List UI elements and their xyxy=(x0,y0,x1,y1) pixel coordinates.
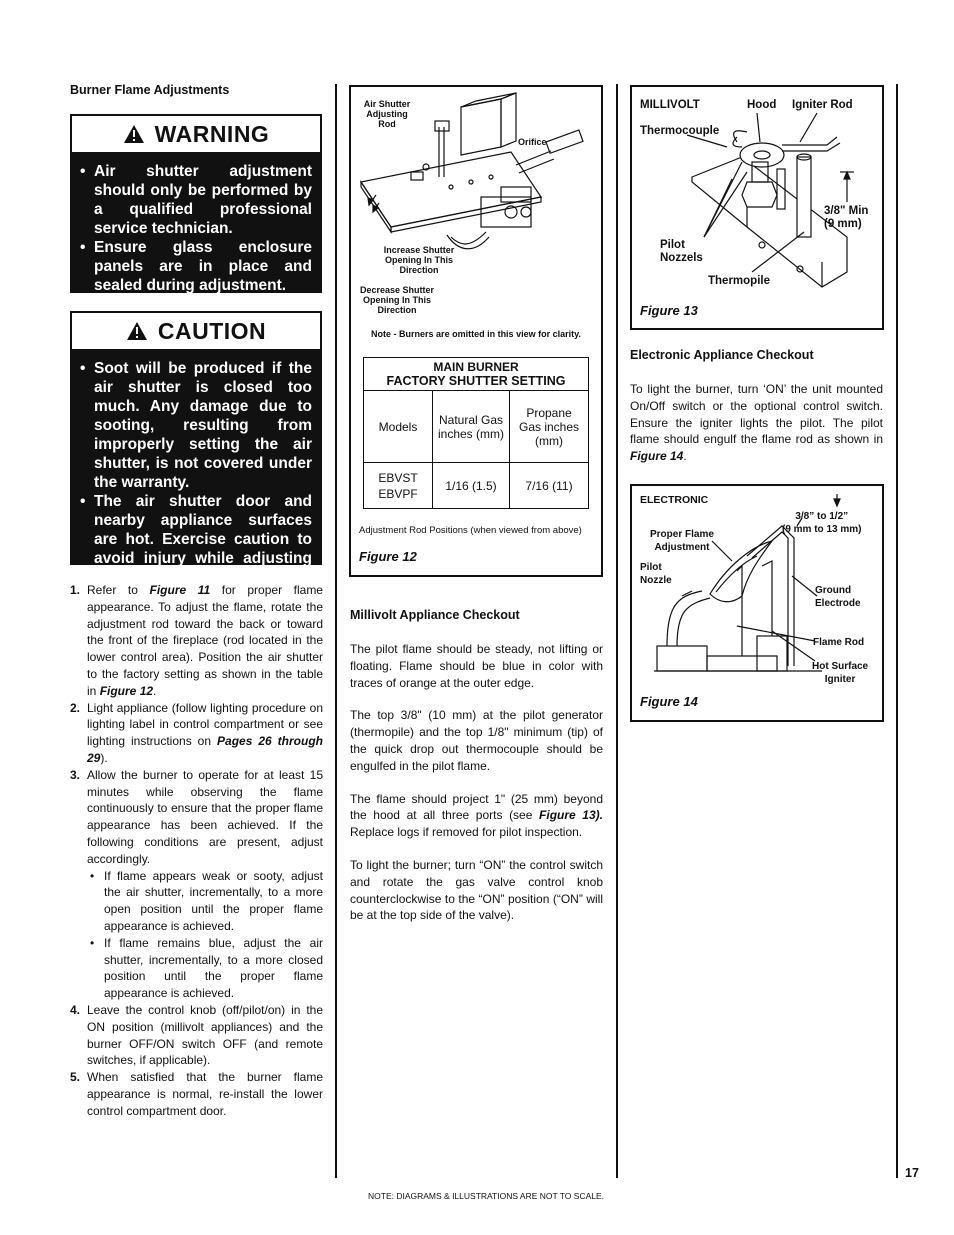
paragraph-text: . xyxy=(683,449,687,464)
table-title: MAIN BURNER xyxy=(433,360,519,374)
factory-shutter-table xyxy=(363,357,589,509)
label-igniter-rod: Igniter Rod xyxy=(792,99,853,111)
label-min-distance: 3/8" Min (9 mm) xyxy=(824,205,869,230)
figure-12-box xyxy=(349,85,603,577)
step-item xyxy=(70,582,323,700)
step-text: for proper flame appearance. To adjust the flame, rotate the adjustment rod toward the back or toward the front of the fireplace (rod located in the lower control area). Position the air shutter to the factory setting as shown in the table in xyxy=(87,583,323,698)
page-ref: Pages 26 through 29 xyxy=(87,734,323,765)
warning-title-text: WARNING xyxy=(154,120,270,147)
figure-12-note: Note - Burners are omitted in this view for clarity. xyxy=(371,329,581,339)
figure-13-box xyxy=(630,85,884,330)
caution-list xyxy=(72,351,320,593)
section-heading-burner-flame: Burner Flame Adjustments xyxy=(70,83,230,97)
warning-item: • Ensure glass enclosure panels are in place and sealed during adjustment. xyxy=(94,238,312,295)
paragraph-text: To light the burner, turn ‘ON’ the unit mounted On/Off switch or the optional control switch. Ensure the igniter lights the pilot. The pilot flame should engulf the flame rod as shown in xyxy=(630,382,883,447)
paragraph xyxy=(350,791,603,841)
column-divider-left xyxy=(335,84,337,1178)
step-item xyxy=(70,700,323,767)
sub-item: • If flame appears weak or sooty, adjust the air shutter, incrementally, to a more open position until the proper flame appearance is achieved. xyxy=(104,868,323,935)
step-text: Leave the control knob (off/pilot/on) in the ON position (millivolt appliances) and the burner OFF/ON switch OFF (and remote switches, if applicable). xyxy=(87,1002,323,1068)
step-text: When satisfied that the burner flame appearance is normal, re-install the lower control compartment door. xyxy=(87,1070,323,1118)
figure-ref: Figure 14 xyxy=(630,449,684,464)
adjustment-steps xyxy=(70,582,323,1120)
table-header-natural: Natural Gas inches (mm) xyxy=(433,391,510,463)
paragraph xyxy=(630,381,883,465)
warning-title xyxy=(72,116,320,154)
sub-item: • If flame remains blue, adjust the air shutter, incrementally, to a more closed position until the proper flame appearance is achieved. xyxy=(104,935,323,1002)
footer-note: NOTE: DIAGRAMS & ILLUSTRATIONS ARE NOT TO SCALE. xyxy=(368,1191,605,1201)
label-hot-surface-igniter: Hot Surface Igniter xyxy=(812,661,869,685)
figure-13-label: Figure 13 xyxy=(640,303,698,318)
label-pilot-nozzels: Pilot Nozzels xyxy=(660,239,703,264)
step-number: 2. xyxy=(70,700,81,715)
step-number: 1. xyxy=(70,583,81,597)
page-number: 17 xyxy=(905,1166,919,1180)
table-header-propane: Propane Gas inches (mm) xyxy=(510,391,589,463)
warning-list xyxy=(72,154,320,301)
caution-item: • The air shutter door and nearby appliance surfaces are hot. Exercise caution to avoid injury while adjusting flame appearance. xyxy=(94,492,312,587)
label-thermocouple: Thermocouple xyxy=(640,125,720,137)
figure-14-box xyxy=(630,484,884,722)
figure-ref: Figure 12 xyxy=(99,683,154,698)
millivolt-body xyxy=(350,641,603,940)
figure-14-label: Figure 14 xyxy=(640,694,698,709)
table-header-models: Models xyxy=(364,391,433,463)
step-number: 5. xyxy=(70,1070,81,1085)
table-cell-propane: 7/16 (11) xyxy=(510,463,589,509)
figure-12-label: Figure 12 xyxy=(359,549,417,564)
figure-13-title: MILLIVOLT xyxy=(640,99,700,111)
section-heading-electronic: Electronic Appliance Checkout xyxy=(630,348,814,362)
caution-box xyxy=(70,311,322,586)
column-divider-right xyxy=(616,84,618,1178)
label-flame-rod: Flame Rod xyxy=(813,637,865,648)
paragraph: The top 3/8" (10 mm) at the pilot generator (thermopile) and the top 1/8" minimum (tip) of the quick drop out thermocouple should be engulfed in the pilot flame. xyxy=(350,708,603,773)
figure-ref: Figure 11 xyxy=(149,583,211,597)
label-hood: Hood xyxy=(747,99,777,111)
step-item xyxy=(70,767,323,1002)
label-air-shutter-rod: Air Shutter Adjusting Rod xyxy=(363,99,411,129)
label-increase-shutter: Increase Shutter Opening In This Direction xyxy=(383,245,455,275)
figure-14-title: ELECTRONIC xyxy=(640,494,709,506)
page-edge-line xyxy=(896,84,898,1178)
figure-ref: Figure 13). xyxy=(539,808,603,823)
step-item xyxy=(70,1002,323,1069)
step-text: Light appliance (follow lighting procedure on lighting label in control compartment or see lighting instructions on xyxy=(87,700,323,749)
caution-item: • Soot will be produced if the air shutter is closed too much. Any damage due to sooting, resulting from improperly setting the air shutter, is not covered under the warranty. xyxy=(94,359,312,492)
step-sublist xyxy=(87,868,323,1002)
warning-item: • Air shutter adjustment should only be performed by a qualified professional service technician. xyxy=(94,162,312,238)
step-text: Allow the burner to operate for at least 15 minutes while observing the flame continuously to ensure that the proper flame appearance has been achieved. If the following conditions are present, adjust accordingly. xyxy=(87,767,323,866)
label-pilot-nozzle: Pilot Nozzle xyxy=(640,562,672,586)
step-number: 4. xyxy=(70,1002,81,1017)
table-cell-natural: 1/16 (1.5) xyxy=(433,463,510,509)
label-proper-flame: Proper Flame Adjustment xyxy=(650,529,714,553)
label-thermopile: Thermopile xyxy=(708,275,770,287)
paragraph-text: Replace logs if removed for pilot inspection. xyxy=(350,825,583,840)
label-orifice: Orifice xyxy=(518,137,547,147)
warning-triangle-icon xyxy=(126,321,148,341)
table-cell-models: EBVST EBVPF xyxy=(364,463,433,509)
step-item xyxy=(70,1069,323,1119)
caution-title-text: CAUTION xyxy=(157,317,267,344)
paragraph: The pilot flame should be steady, not lifting or floating. Flame should be blue in color with traces of orange at the outer edge. xyxy=(350,642,603,690)
caution-title xyxy=(72,313,320,351)
table-subtitle: FACTORY SHUTTER SETTING xyxy=(386,374,566,388)
paragraph-text: The flame should project 1" (25 mm) beyond the hood at all three ports (see xyxy=(350,791,603,823)
label-ground-electrode: Ground Electrode xyxy=(815,585,861,609)
figure-12-caption: Adjustment Rod Positions (when viewed from above) xyxy=(359,525,582,536)
label-decrease-shutter: Decrease Shutter Opening In This Direction xyxy=(359,285,435,315)
step-text: Refer to xyxy=(87,583,138,597)
step-text: ). xyxy=(100,750,108,765)
paragraph: To light the burner; turn “ON” the control switch and rotate the gas valve control knob counterclockwise to the “ON” position (“ON” will be at the top side of the valve). xyxy=(350,857,603,923)
warning-box xyxy=(70,114,322,293)
electronic-body xyxy=(630,381,883,481)
warning-triangle-icon xyxy=(123,124,145,144)
step-number: 3. xyxy=(70,767,81,782)
section-heading-millivolt: Millivolt Appliance Checkout xyxy=(350,608,520,622)
step-text: . xyxy=(153,683,157,698)
label-range: 3/8” to 1/2” (9 mm to 13 mm) xyxy=(782,511,862,535)
